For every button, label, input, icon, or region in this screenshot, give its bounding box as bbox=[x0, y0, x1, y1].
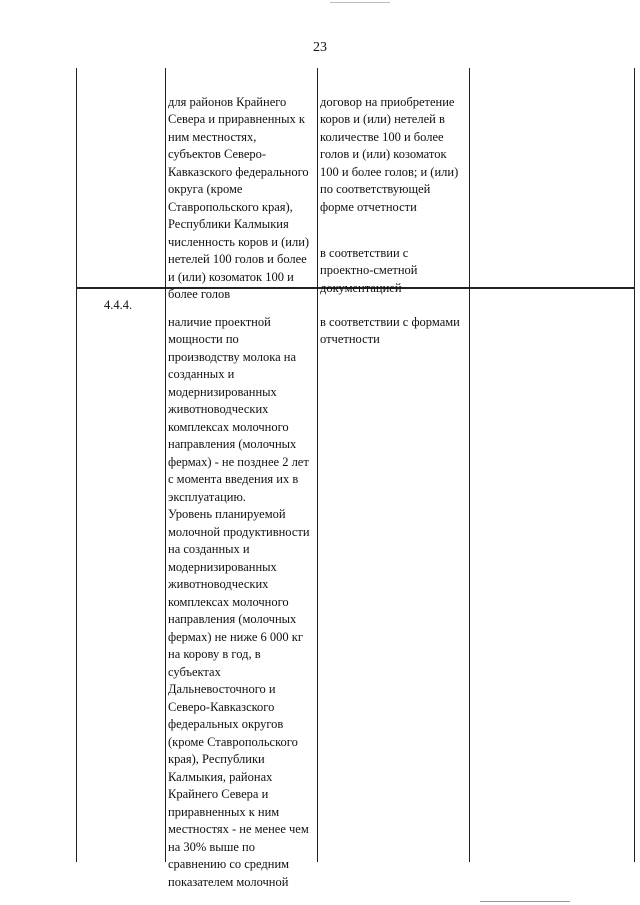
criterion-text: для районов Крайнего Севера и приравненных к ним местностях, субъектов Северо- Кавказского федерального округа (кроме Ставропольского края), Республики Калмыкия численность коров и (или) нетелей 100 голов и более и (или) козоматок 100 и более голов bbox=[168, 94, 310, 301]
column-divider bbox=[317, 68, 318, 862]
page-number: 23 bbox=[313, 40, 327, 55]
column-divider bbox=[469, 68, 470, 862]
document-text: в соответствии с формами отчетности bbox=[320, 314, 460, 346]
table-border-right bbox=[634, 68, 635, 862]
column-divider bbox=[165, 68, 166, 862]
documents-cell bbox=[320, 76, 468, 315]
scan-artifact bbox=[330, 2, 390, 3]
scan-artifact bbox=[480, 901, 570, 902]
table-border-left bbox=[76, 68, 77, 862]
documents-cell bbox=[320, 296, 468, 366]
table-row bbox=[168, 76, 316, 304]
document-text: в соответствии с проектно-сметной документацией bbox=[320, 245, 418, 295]
row-number: 4.4.4. bbox=[104, 298, 133, 312]
criterion-text: наличие проектной мощности по производству молока на созданных и модернизированных животноводческих комплексах молочного направления (молочных фермах) - не позднее 2 лет с момента введения их в эксплуатацию. Уровень планируемой молочной продуктивности на созданных и модернизированных животноводческих комплексах молочного направления (молочных фермах) не ниже 6 000 кг на корову в год, в субъектах Дальневосточного и Северо-Кавказского федеральных округов (кроме Ставропольского края), Республики Калмыкия, районах Крайнего Севера и приравненных к ним местностях - не менее чем на 30% выше по сравнению со средним показателем молочной bbox=[168, 314, 310, 889]
requirements-table bbox=[76, 68, 635, 889]
document-text: договор на приобретение коров и (или) нетелей в количестве 100 и более голов и (или) козоматок 100 и более голов; и (или) по соответствующей форме отчетности bbox=[320, 94, 459, 214]
table-row bbox=[168, 296, 316, 891]
